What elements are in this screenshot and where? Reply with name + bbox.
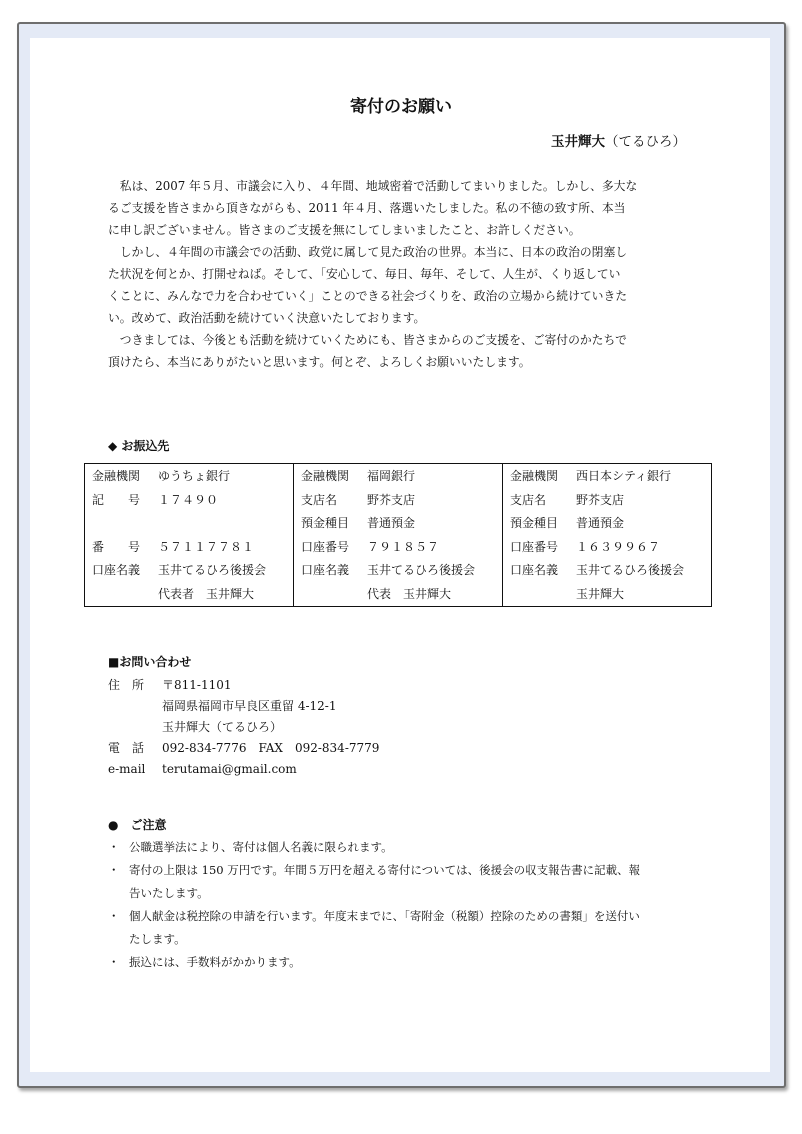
contact-email-row: e-mail terutamai@gmail.com bbox=[108, 762, 297, 776]
intro-line: くことに、みんなで力を合わせていく」ことのできる社会づくりを、政治の立場から続けていきた bbox=[108, 289, 628, 303]
transfer-heading: ◆ お振込先 bbox=[108, 439, 170, 453]
bank-row: 金融機関 福岡銀行 bbox=[301, 469, 416, 483]
bank-row bbox=[92, 512, 287, 536]
bank-row: 口座名義 玉井てるひろ後援会 bbox=[92, 563, 267, 577]
bank-row: 支店名 野芥支店 bbox=[510, 492, 625, 507]
author-name: 玉井輝大 bbox=[551, 134, 605, 150]
bank-row: 口座名義 玉井てるひろ後援会 bbox=[301, 563, 476, 577]
notes-list bbox=[108, 836, 708, 974]
intro-line: 私は、2007 年５月、市議会に入り、４年間、地域密着で活動してまいりました。しかし、多大な bbox=[108, 179, 638, 193]
intro-line: るご支援を皆さまから頂きながらも、2011 年４月、落選いたしました。私の不徳の致す所、本当 bbox=[108, 201, 626, 215]
note-item: ・ 公職選挙法により、寄付は個人名義に限られます。 bbox=[108, 840, 393, 854]
bank-row: 預金種目 普通預金 bbox=[301, 516, 416, 530]
contact-name-line: 玉井輝大（てるひろ） bbox=[162, 720, 283, 734]
bank-row: 口座番号 ７９１８５７ bbox=[301, 539, 440, 554]
document-title: 寄付のお願い bbox=[350, 97, 452, 117]
note-item: ・ 個人献金は税控除の申請を行います。年度末までに、「寄附金（税額）控除のための書類」を送付い たします。 bbox=[108, 909, 640, 946]
contact-phone-row: 電 話 092-834-7776 FAX 092-834-7779 bbox=[108, 741, 380, 755]
bank-row: 口座番号 １６３９９６７ bbox=[510, 539, 661, 554]
bank-row: 番 号 ５７１１７７８１ bbox=[92, 539, 255, 554]
bank-row: 金融機関 西日本シティ銀行 bbox=[510, 469, 672, 483]
intro-line: しかし、４年間の市議会での活動、政党に属して見た政治の世界。本当に、日本の政治の閉塞し bbox=[108, 245, 628, 259]
intro-line: に申し訳ございません。皆さまのご支援を無にしてしまいましたこと、お許しください。 bbox=[108, 223, 581, 237]
intro-line: い。改めて、政治活動を続けていく決意いたしております。 bbox=[108, 311, 426, 325]
contact-address-line: 福岡県福岡市早良区重留 4-12-1 bbox=[162, 699, 337, 713]
bank-row: 代表 玉井輝大 bbox=[367, 586, 452, 601]
intro-line: た状況を何とか、打開せねば。そして、「安心して、毎日、毎年、そして、人生が、くり返してい bbox=[108, 267, 621, 281]
bank-row: 金融機関 ゆうちょ銀行 bbox=[92, 469, 231, 483]
contact-heading: ■お問い合わせ bbox=[108, 655, 192, 669]
contact-block bbox=[108, 675, 379, 780]
bank-row: 代表者 玉井輝大 bbox=[158, 586, 255, 601]
intro-line: つきましては、今後とも活動を続けていくためにも、皆さまからのご支援を、ご寄付のかたちで bbox=[108, 333, 627, 347]
bank-row: 玉井輝大 bbox=[576, 586, 625, 601]
notes-heading: ● ご注意 bbox=[108, 818, 167, 832]
intro-line: 頂けたら、本当にありがたいと思います。何とぞ、よろしくお願いいたします。 bbox=[108, 355, 531, 369]
bank-row: 口座名義 玉井てるひろ後援会 bbox=[510, 563, 685, 577]
bank-column-fukuoka bbox=[294, 464, 503, 607]
bank-column-nishinippon bbox=[503, 464, 712, 607]
contact-address-row: 住 所 〒811-1101 bbox=[108, 678, 232, 692]
contact-email: terutamai@gmail.com bbox=[162, 762, 297, 776]
author-reading: （てるひろ） bbox=[605, 134, 686, 150]
bank-row: 支店名 野芥支店 bbox=[301, 492, 416, 507]
bank-accounts-table bbox=[84, 463, 712, 607]
bank-row: 預金種目 普通預金 bbox=[510, 516, 625, 530]
note-item: ・ 寄付の上限は 150 万円です。年間５万円を超える寄付については、後援会の収支報告書に記載、報 告いたします。 bbox=[108, 863, 641, 900]
bank-row: 記 号 １７４９０ bbox=[92, 492, 219, 507]
bank-column-yucho bbox=[85, 464, 294, 607]
note-item: ・ 振込には、手数料がかかります。 bbox=[108, 955, 301, 969]
intro-paragraphs bbox=[108, 175, 704, 373]
author-line bbox=[551, 130, 686, 150]
